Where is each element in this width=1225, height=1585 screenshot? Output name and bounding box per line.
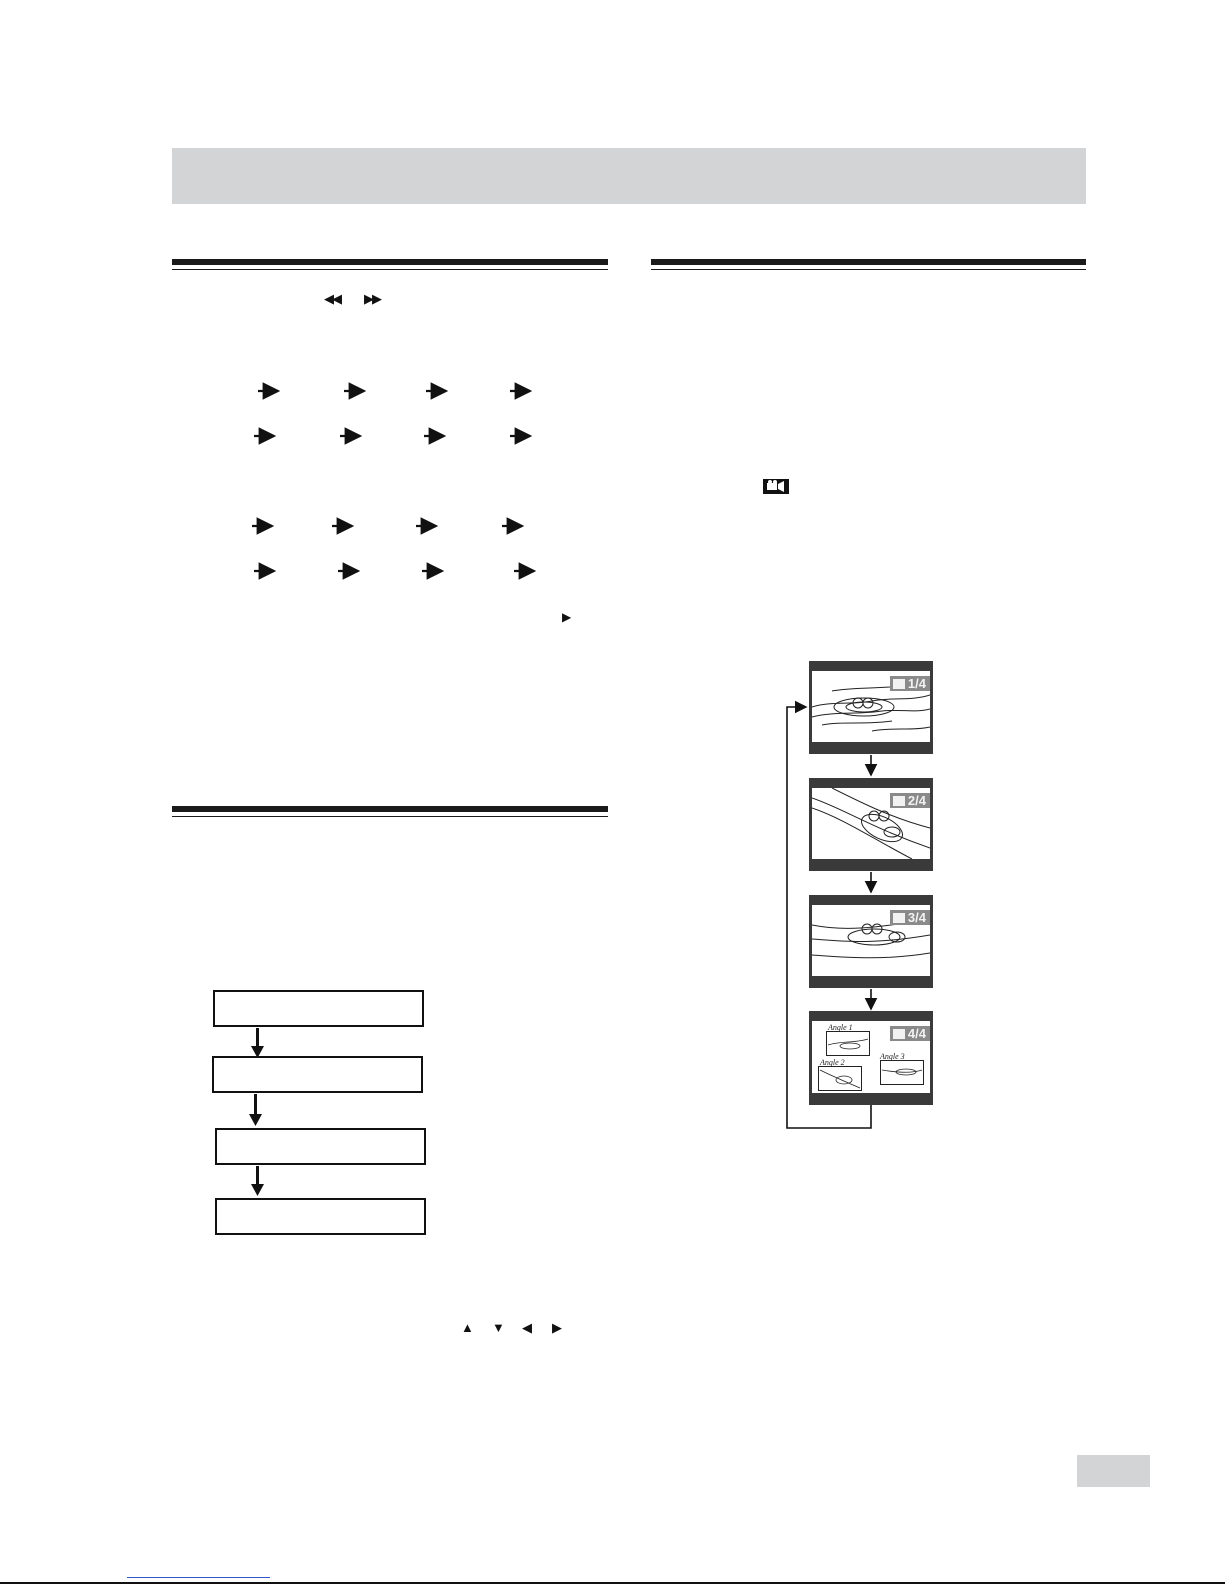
speed-sequence-arrows [230, 380, 670, 580]
down-arrow-icon [254, 1094, 257, 1116]
angle-section-rule [651, 259, 1086, 265]
left-arrow-icon: ◀ [522, 1320, 530, 1335]
angle-osd: 4/4 [890, 1026, 930, 1041]
left-section-rule-thin [172, 269, 608, 270]
rewind-icon: ◀◀ [324, 291, 340, 306]
flow-arrows [238, 1026, 278, 1266]
angle-osd: 1/4 [890, 676, 930, 691]
left-section-rule [172, 259, 608, 265]
fast-forward-icon: ▶▶ [364, 291, 380, 306]
menu-section-rule-thin [172, 816, 608, 817]
loop-back-arrow [787, 707, 871, 1128]
down-arrow-icon: ▼ [492, 1320, 503, 1335]
angle-cycle-arrows [780, 650, 960, 1130]
angle-osd: 3/4 [890, 910, 930, 925]
right-arrow-icon: ▶ [552, 1320, 560, 1335]
angle-label-1: Angle 1 [828, 1023, 853, 1032]
down-arrow-icon [256, 1166, 259, 1186]
up-arrow-icon: ▲ [461, 1320, 472, 1335]
page-number-tab [1077, 1455, 1150, 1487]
angle-label-2: Angle 2 [820, 1058, 845, 1067]
footer-rule [0, 1582, 1225, 1584]
camera-angle-icon [763, 479, 789, 494]
down-arrow-icon [256, 1028, 259, 1048]
angle-osd: 2/4 [890, 793, 930, 808]
flow-box-1 [213, 990, 424, 1027]
play-icon: ▶ [562, 610, 570, 624]
menu-section-rule [172, 806, 608, 812]
angle-section-rule-thin [651, 269, 1086, 270]
footer-link-underline [127, 1577, 270, 1578]
angle-label-3: Angle 3 [880, 1052, 905, 1061]
header-banner [172, 148, 1086, 204]
